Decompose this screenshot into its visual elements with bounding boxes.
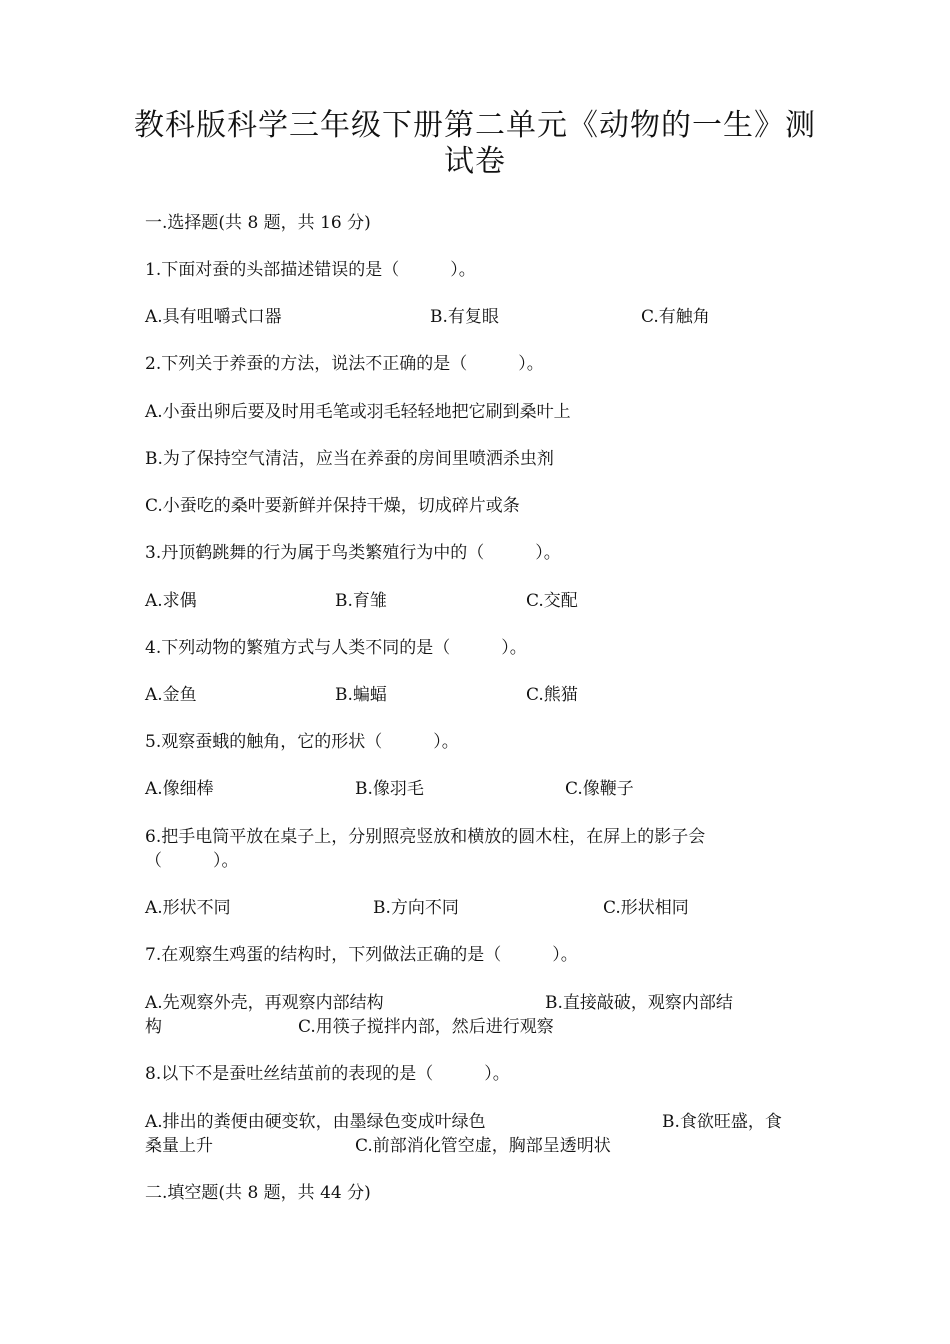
question-5-option-a: A.像细棒 — [145, 779, 214, 799]
section-heading-choice: 一.选择题(共 8 题，共 16 分) — [145, 213, 371, 233]
question-7-option-a: A.先观察外壳，再观察内部结构 — [145, 993, 384, 1013]
question-3-stem: 3.丹顶鹤跳舞的行为属于鸟类繁殖行为中的（ ）。 — [145, 543, 561, 563]
section-heading-fill-in: 二.填空题(共 8 题，共 44 分) — [145, 1183, 371, 1203]
question-7-option-c: C.用筷子搅拌内部，然后进行观察 — [298, 1017, 554, 1037]
question-1-option-a: A.具有咀嚼式口器 — [145, 307, 282, 327]
question-4-option-a: A.金鱼 — [145, 685, 197, 705]
question-1-stem: 1.下面对蚕的头部描述错误的是（ ）。 — [145, 260, 476, 280]
question-5-option-b: B.像羽毛 — [355, 779, 424, 799]
question-5-option-c: C.像鞭子 — [565, 779, 634, 799]
question-2-stem: 2.下列关于养蚕的方法，说法不正确的是（ ）。 — [145, 354, 544, 374]
question-1-option-b: B.有复眼 — [430, 307, 499, 327]
question-2-option-b: B.为了保持空气清洁，应当在养蚕的房间里喷洒杀虫剂 — [145, 449, 554, 469]
question-7-stem: 7.在观察生鸡蛋的结构时，下列做法正确的是（ ）。 — [145, 945, 578, 965]
question-6-option-b: B.方向不同 — [373, 898, 459, 918]
question-6-stem-line-2: （ ）。 — [145, 851, 239, 871]
question-3-option-c: C.交配 — [526, 591, 578, 611]
question-6-option-a: A.形状不同 — [145, 898, 231, 918]
question-2-option-a: A.小蚕出卵后要及时用毛笔或羽毛轻轻地把它刷到桑叶上 — [145, 402, 571, 422]
question-7-option-b: B.直接敲破，观察内部结 — [545, 993, 733, 1013]
question-8-option-a: A.排出的粪便由硬变软，由墨绿色变成叶绿色 — [145, 1112, 486, 1132]
question-1-option-c: C.有触角 — [641, 307, 710, 327]
question-8-option-b-continued: 桑量上升 — [145, 1136, 213, 1156]
question-6-option-c: C.形状相同 — [603, 898, 689, 918]
question-8-option-c: C.前部消化管空虚，胸部呈透明状 — [355, 1136, 611, 1156]
question-3-option-a: A.求偶 — [145, 591, 197, 611]
question-8-option-b: B.食欲旺盛，食 — [662, 1112, 782, 1132]
question-6-stem-line-1: 6.把手电筒平放在桌子上，分别照亮竖放和横放的圆木柱，在屏上的影子会 — [145, 827, 706, 847]
question-7-option-b-continued: 构 — [145, 1017, 162, 1037]
document-title-line-2: 试卷 — [444, 144, 506, 179]
question-5-stem: 5.观察蚕蛾的触角，它的形状（ ）。 — [145, 732, 459, 752]
question-4-option-b: B.蝙蝠 — [335, 685, 387, 705]
question-2-option-c: C.小蚕吃的桑叶要新鲜并保持干燥，切成碎片或条 — [145, 496, 520, 516]
document-title-line-1: 教科版科学三年级下册第二单元《动物的一生》测 — [134, 108, 816, 143]
question-4-stem: 4.下列动物的繁殖方式与人类不同的是（ ）。 — [145, 638, 527, 658]
question-4-option-c: C.熊猫 — [526, 685, 578, 705]
question-8-stem: 8.以下不是蚕吐丝结茧前的表现的是（ ）。 — [145, 1064, 510, 1084]
question-3-option-b: B.育雏 — [335, 591, 387, 611]
